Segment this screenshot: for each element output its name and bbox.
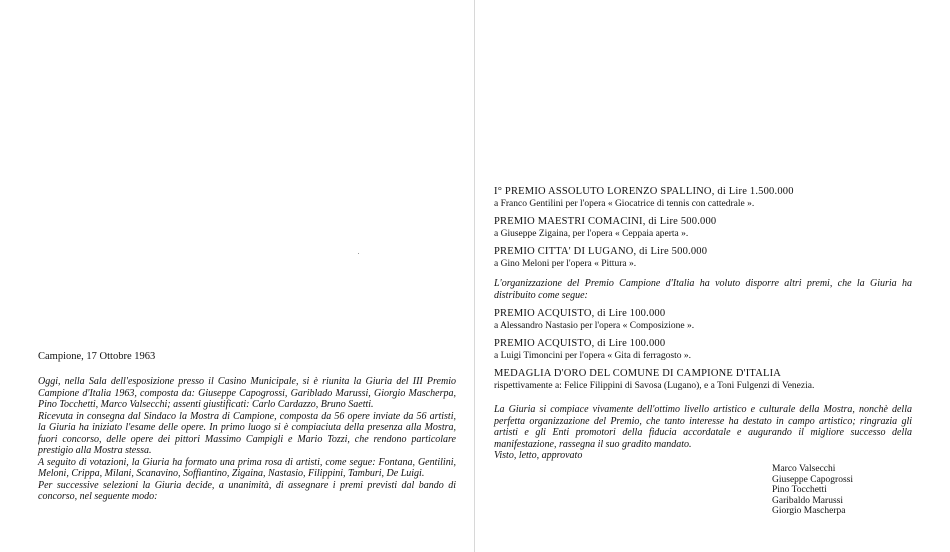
signatory: Marco Valsecchi (772, 464, 836, 474)
prize-title: PREMIO ACQUISTO, di Lire 100.000 (494, 338, 666, 349)
prize-recipient: a Giuseppe Zigaina, per l'opera « Ceppaia aperta ». (494, 229, 689, 239)
prize-title: PREMIO MAESTRI COMACINI, di Lire 500.000 (494, 216, 717, 227)
prize-entry (494, 338, 912, 362)
signatory: Garibaldo Marussi (772, 495, 843, 506)
prize-title: PREMIO ACQUISTO, di Lire 100.000 (494, 308, 666, 319)
left-page (38, 350, 456, 503)
paper-speck (358, 253, 359, 254)
prize-recipient: a Luigi Timoncini per l'opera « Gita di ferragosto ». (494, 351, 691, 361)
medal-entry (494, 368, 912, 392)
closing-paragraph: La Giuria si compiace vivamente dell'ottimo livello artistico e culturale della Mostra, nonchè della perfetta organizzazione del Premio, che tanto interesse ha destato in campo artistico; ringrazia gli artisti e gli Enti promotori della fiducia accordatale e augurando il migliore successo della manifestazione, rassegna il suo gradito mandato. (494, 404, 912, 450)
minutes-paragraph: A seguito di votazioni, la Giuria ha formato una prima rosa di artisti, come segue: Fontana, Gentilini, Meloni, Crippa, Milani, Scanavino, Soffiantino, Zigaina, Nastasio, Filippini, Tamburi, De Luigi. (38, 456, 456, 479)
additional-prizes-intro: L'organizzazione del Premio Campione d'Italia ha voluto disporre altri premi, che la Giuria ha distribuito come segue: (494, 278, 912, 301)
document-date: Campione, 17 Ottobre 1963 (38, 351, 156, 362)
medal-title: MEDAGLIA D'ORO DEL COMUNE DI CAMPIONE D'ITALIA (494, 368, 782, 379)
prize-recipient: a Franco Gentilini per l'opera « Giocatrice di tennis con cattedrale ». (494, 199, 755, 209)
signatory: Giorgio Mascherpa (772, 506, 846, 516)
prize-entry (494, 216, 912, 240)
prize-title: PREMIO CITTA' DI LUGANO, di Lire 500.000 (494, 246, 708, 257)
signatories-list (772, 464, 853, 517)
minutes-paragraph: Oggi, nella Sala dell'esposizione presso il Casino Municipale, si è riunita la Giuria del III Premio Campione d'Italia 1963, composta da: Giuseppe Capogrossi, Gariblado Marussi, Giorgio Mascherpa, Pino Tocchetti, Marco Valsecchi; assenti giustificati: Carlo Cardazzo, Bruno Saetti. (38, 376, 456, 410)
prize-entry (494, 246, 912, 270)
prize-entry (494, 308, 912, 332)
right-page (494, 186, 912, 462)
minutes-paragraph: Ricevuta in consegna dal Sindaco la Mostra di Campione, composta da 56 opere inviate da 56 artisti, la Giuria ha iniziato l'esame delle opere. In primo luogo si è compiaciuta della presenza alla Mostra, fuori concorso, delle opere dei pittori Massimo Campigli e Mario Tozzi, che rendono particolare prestigio alla Mostra stessa. (38, 410, 456, 456)
signatory: Pino Tocchetti (772, 485, 827, 495)
prize-entry (494, 186, 912, 210)
approval-line: Visto, letto, approvato (494, 450, 583, 461)
minutes-paragraph: Per successive selezioni la Giuria decide, a unanimità, di assegnare i premi previsti dal bando di concorso, nel seguente modo: (38, 479, 456, 502)
page-fold (474, 0, 475, 552)
prize-recipient: a Alessandro Nastasio per l'opera « Composizione ». (494, 321, 695, 331)
prize-recipient: a Gino Meloni per l'opera « Pittura ». (494, 259, 637, 269)
signatory: Giuseppe Capogrossi (772, 474, 854, 485)
prize-title: I° PREMIO ASSOLUTO LORENZO SPALLINO, di Lire 1.500.000 (494, 186, 794, 197)
medal-recipient: rispettivamente a: Felice Filippini di Savosa (Lugano), e a Toni Fulgenzi di Venezia. (494, 381, 815, 391)
